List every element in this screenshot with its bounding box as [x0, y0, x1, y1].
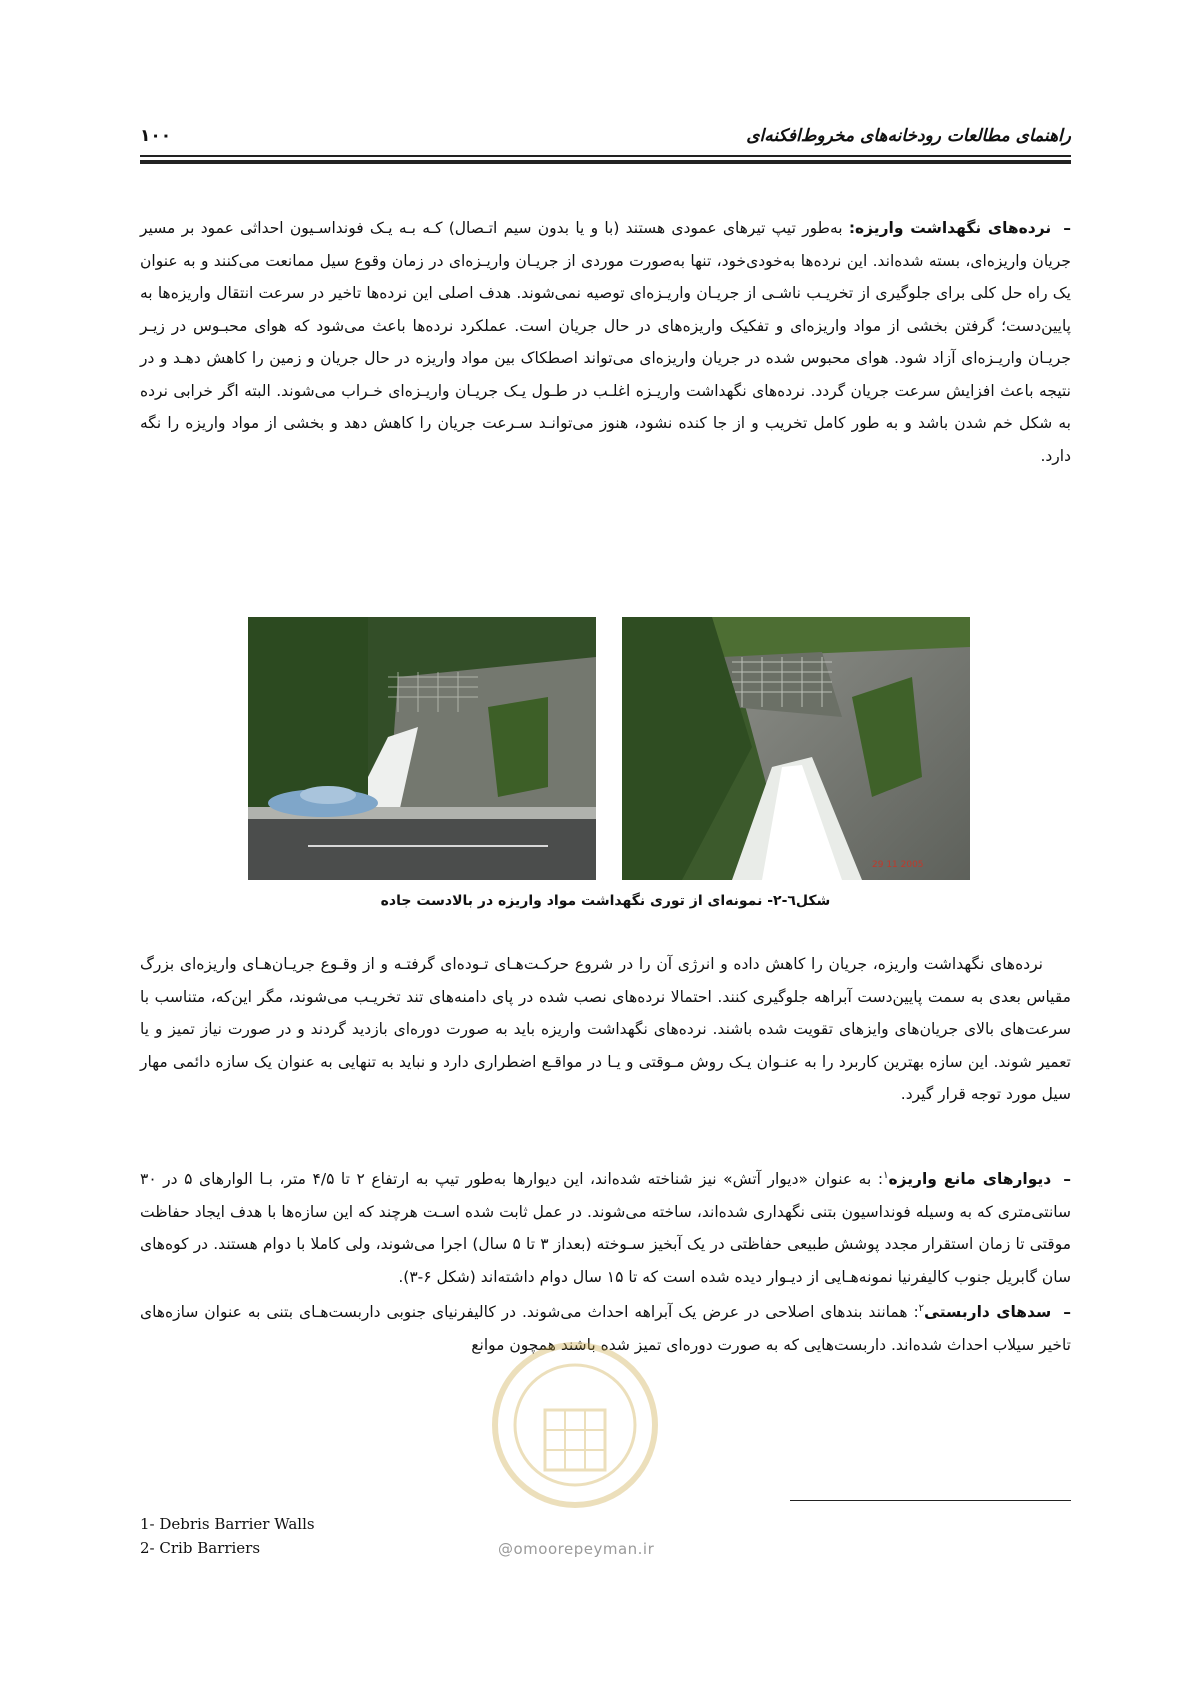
footnote-rule — [790, 1500, 1071, 1501]
term-crib-barriers: سدهای داربستی — [924, 1303, 1052, 1322]
bullet-dash: – — [1063, 1170, 1071, 1189]
paragraph-fence-function — [140, 948, 1071, 1143]
watermark-url — [498, 1540, 654, 1558]
footnote-ref-1: ۱ — [883, 1170, 889, 1181]
term-barrier-walls: دیوارهای مانع واریزه — [888, 1170, 1052, 1189]
photo-waterfall-road — [248, 617, 596, 880]
watermark-text: omoorepeyman.ir — [513, 1540, 655, 1558]
footnote-1: 1- Debris Barrier Walls — [140, 1515, 315, 1533]
watermark-logo — [480, 1330, 670, 1535]
figure-caption: شکل٦-۲- نمونه‌ای از توری نگهداشت مواد واریزه در بالادست جاده — [380, 893, 831, 909]
footnote-2: 2- Crib Barriers — [140, 1539, 261, 1557]
footnotes — [140, 1512, 315, 1560]
paragraph-text: : به عنوان «دیوار آتش» نیز شناخته شده‌اند، این دیوارها به‌طور تیپ به ارتفاع ۲ تا ۴/۵ متر، بـا الوارهای ۵ در ۳۰ سانتی‌متری که به وسیله فونداسیون بتنی نگهداری شده‌اند، ساخته می‌شوند. در عمل ثابت شده اسـت هرچند که این سازه‌ها با هدف ایجاد حفاظت موقتی تا زمان استقرار مجدد پوشش طبیعی حفاظتی در یک آبخیز سـوخته (بعداز ۳ تا ۵ سال) اجرا می‌شوند، ولی کاملا با دوام هستند. در کوه‌های سان گابریل جنوب کالیفرنیا نمونه‌هـایی از دیـوار دیده شده است که تا ۱۵ سال دوام داشته‌اند (شکل ۶-۳). — [140, 1170, 1072, 1286]
header-rule-thick — [140, 160, 1071, 164]
bullet-dash: – — [1063, 1303, 1071, 1322]
bullet-dash: – — [1063, 219, 1071, 237]
photo-date-stamp: 29 11 2005 — [872, 860, 924, 870]
header-rule-thin — [140, 155, 1071, 157]
photo-debris-net-waterfall — [622, 617, 970, 880]
paragraph-text: نرده‌های نگهداشت واریزه، جریان را کاهش داده و انرژی آن را در شروع حرکـت‌هـای تـوده‌ای گرفتـه و از وقـوع جریـان‌هـای واریزه‌ای بزرگ مقیاس بعدی به سمت پایین‌دست آبراهه جلوگیری کنند. احتمالا نرده‌های نصب شده در پای دامنه‌های تند تخریـب می‌شوند، مگر این‌که، متناسب با سرعت‌های بالای جریان‌های وایزهای تقویت شده باشند. نرده‌های نگهداشت واریزه باید به صورت دوره‌ای بازدید گردند و در صورت نیاز تمیز و یا تعمیر شوند. این سازه بهترین کاربرد را به عنـوان یـک روش مـوقتی و یـا در مواقـع اضطراری دارد و نباید به تنهایی به عنوان یک سازه دائمی مهار سیل مورد توجه قرار گیرد. — [140, 955, 1071, 1103]
paragraph-text: : همانند بندهای اصلاحی در عرض یک آبراهه احداث می‌شوند. در کالیفرنیای جنوبی داربست‌هـای بتنی به عنوان سازه‌های تاخیر سیلاب احداث شده‌اند. داربست‌هایی که به صورت دوره‌ای تمیز شده باشند همچون موانع — [140, 1303, 1071, 1354]
paragraph-text: به‌طور تیپ تیرهای عمودی هستند (با و یا بدون سیم اتـصال) کـه بـه یـک فونداسـیون احداثی عمود بر مسیر جریان واریزه‌ای، بسته شده‌اند. این نرده‌ها به‌خودی‌خود، تنها به‌صورت موردی از جریـان واریـزه‌ای در زمان وقوع سیل ممانعت می‌کنند و به عنوان یک راه حل کلی برای جلوگیری از تخریـب ناشـی از جریـان واریـزه‌ای توصیه نمی‌شوند. هدف اصلی این نرده‌ها تاخیر در سرعت انتقال واریزه‌ها به پایین‌دست؛ گرفتن بخشی از مواد واریزه‌ای و تفکیک واریزه‌های در حال جریان است. عملکرد نرده‌ها باعث می‌شود که هوای محبـوس در زیـر جریـان واریـزه‌ای آزاد شود. هوای محبوس شده در جریان واریزه‌ای می‌تواند اصطکاک بین مواد واریزه در حال جریان و زمین را کاهش دهـد و در نتیجه باعث افزایش سرعت جریان گردد. نرده‌های نگهداشت واریـزه اغلـب در طـول یـک جریـان واریـزه‌ای خـراب می‌شوند. البته اگر خرابی نرده به شکل خم شدن باشد و به طور کامل تخریب و از جا کنده نشود، هنوز می‌توانـد سـرعت جریان را کاهش دهد و بخشی از مواد واریزه را نگه دارد. — [140, 219, 1071, 465]
photo-illustration — [248, 617, 596, 880]
page-number: ۱۰۰ — [140, 126, 172, 146]
term-debris-fences: نرده‌های نگهداشت واریزه: — [848, 219, 1052, 237]
at-icon: @ — [498, 1540, 514, 1558]
running-title: راهنمای مطالعات رودخانه‌های مخروط‌افکنه‌ای — [746, 126, 1071, 146]
photo-illustration — [622, 617, 970, 880]
footnote-ref-2: ۲ — [918, 1303, 925, 1315]
paragraph-debris-fences — [140, 212, 1071, 597]
